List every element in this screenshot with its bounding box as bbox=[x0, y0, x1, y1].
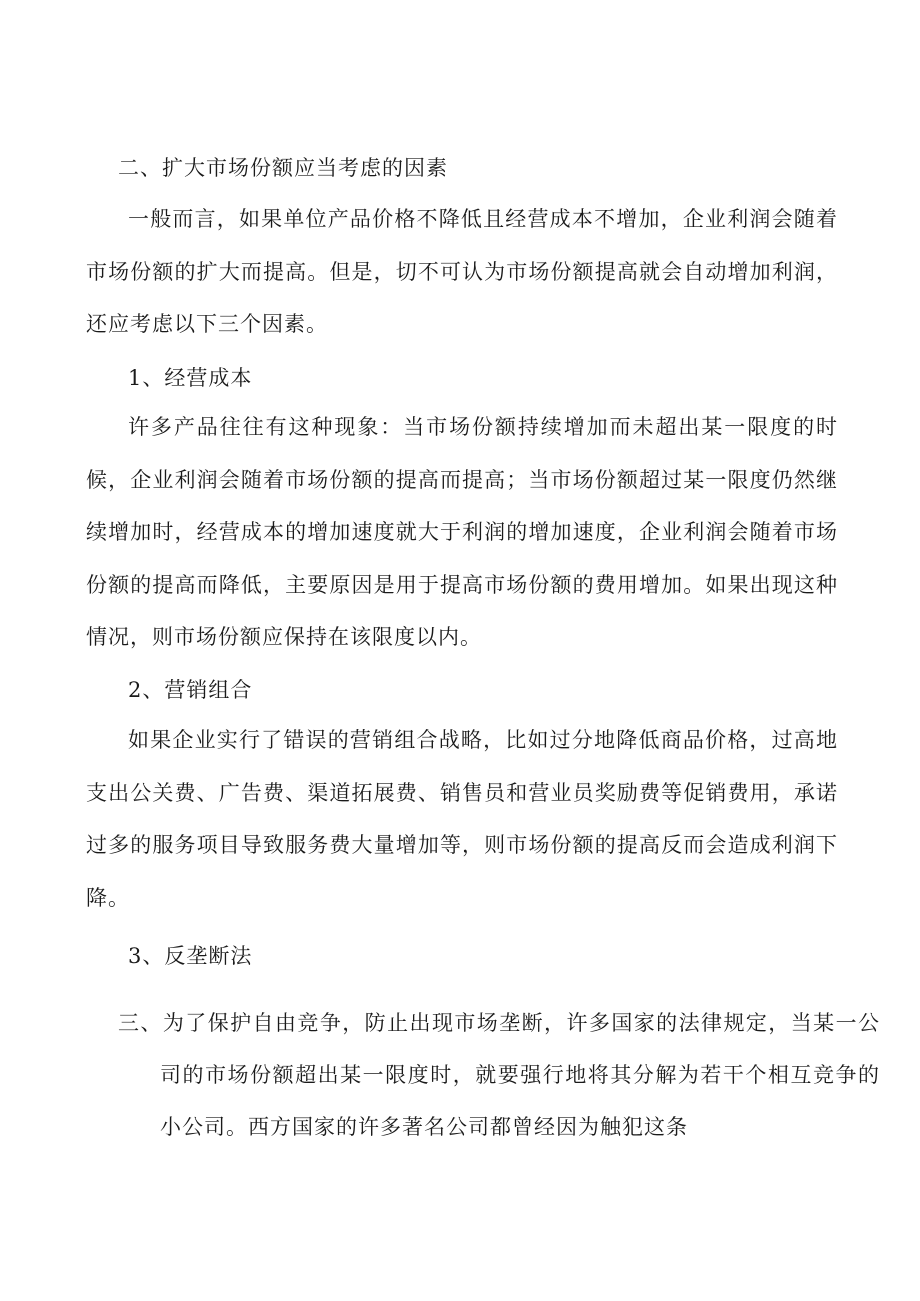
section-three-paragraph: 三、为了保护自由竞争，防止出现市场垄断，许多国家的法律规定，当某一公司的市场份额超出某一限度时，就要强行地将其分解为若干个相互竞争的小公司。西方国家的许多著名公司都曾经因为触犯这条 bbox=[118, 1011, 880, 1139]
factor-3-heading: 3、反垄断法 bbox=[128, 944, 253, 968]
factor-1-heading: 1、经营成本 bbox=[128, 366, 253, 390]
factor-1-paragraph: 许多产品往往有这种现象：当市场份额持续增加而未超出某一限度的时候，企业利润会随着市场份额的提高而提高；当市场份额超过某一限度仍然继续增加时，经营成本的增加速度就大于利润的增加速度，企业利润会随着市场份额的提高而降低，主要原因是用于提高市场份额的费用增加。如果出现这种情况，则市场份额应保持在该限度以内。 bbox=[86, 415, 838, 649]
factor-2-heading: 2、营销组合 bbox=[128, 678, 253, 702]
intro-paragraph: 一般而言，如果单位产品价格不降低且经营成本不增加，企业利润会随着市场份额的扩大而提高。但是，切不可认为市场份额提高就会自动增加利润，还应考虑以下三个因素。 bbox=[86, 207, 838, 336]
factor-2-paragraph: 如果企业实行了错误的营销组合战略，比如过分地降低商品价格，过高地支出公关费、广告费、渠道拓展费、销售员和营业员奖励费等促销费用，承诺过多的服务项目导致服务费大量增加等，则市场份额的提高反而会造成利润下降。 bbox=[86, 728, 838, 910]
section-two-heading: 二、扩大市场份额应当考虑的因素 bbox=[118, 156, 448, 180]
